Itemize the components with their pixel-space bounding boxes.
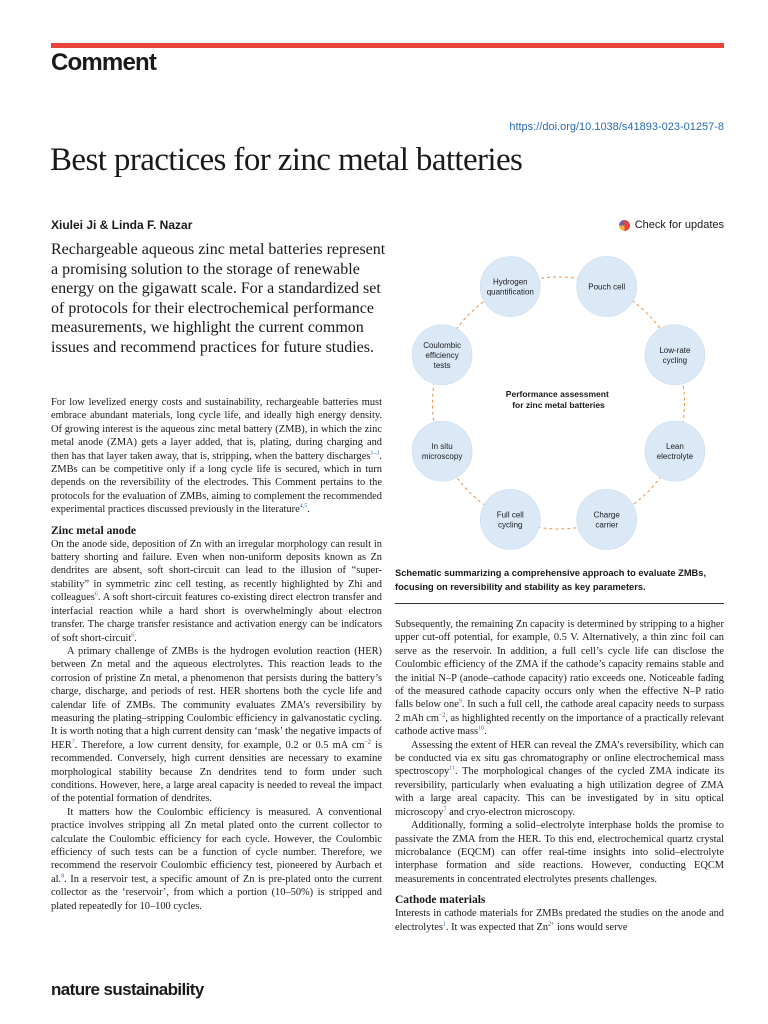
authors: Xiulei Ji & Linda F. Nazar <box>51 218 193 232</box>
journal-name: nature sustainability <box>51 980 204 999</box>
diagram-node <box>645 421 705 481</box>
diagram-node-label: Hydrogen quantification <box>486 277 534 297</box>
citation[interactable]: 1 <box>442 921 446 928</box>
diagram-node <box>645 325 705 385</box>
diagram-node <box>577 489 637 549</box>
diagram-node <box>480 257 540 317</box>
section-label: Comment <box>51 49 157 76</box>
diagram-center-label: Performance assessment for zinc metal batteries <box>505 389 609 410</box>
paragraph: Subsequently, the remaining Zn capacity is determined by stripping to a higher upper cut-off potential, for example, 0.5 V. Alternatively, a thin zinc foil can serve as the reservoir. In addition, a full cell’s cycle life can disclose the Coulombic efficiency of the ZMA if the cathode’s capacity remains stable and the initial N–P (anode–cathode capacity) ratio exceeds one. Noticeable fading of the measured cathode capacity occurs only when the effective N–P ratio falls below one$^9$. In such a full cell, the cathode areal capacity needs to surpass 2 mAh $cm^{-2}$, as highlighted recently on the importance of a practically relevant cathode active mass$^{10}$. <box>395 619 724 738</box>
citation[interactable]: 6 <box>94 591 98 598</box>
diagram-node-label: Charge carrier <box>593 510 620 530</box>
check-updates-icon <box>619 220 630 231</box>
diagram-node-label: Coulombic efficiency tests <box>423 340 461 370</box>
citation[interactable]: 8 <box>61 873 65 880</box>
unit-exponent: −2 <box>438 712 446 719</box>
paragraph: Assessing the extent of HER can reveal the ZMA’s reversibility, which can be conducted via ex situ gas chromatography or online electrochemical mass spectroscopy$^{11}$. The morphological changes of the cycled ZMA indicate its reversibility, particularly when evaluating a high utilization degree of ZMA with a large areal capacity. This can be investigated by in situ optical microscopy$^7$ and cryo-electron microscopy. <box>395 739 724 818</box>
diagram-node <box>412 325 472 385</box>
diagram-node-label: In situ microscopy <box>421 442 463 462</box>
paragraph: Additionally, forming a solid–electrolyte interphase holds the promise to passivate the ZMA from the HER. To this end, electrochemical quartz crystal microbalance (EQCM) can offer real-time insights into solid–electrolyte interphase formation and side reactions. However, conducting EQCM measurements in concentrated electrolytes presents challenges. <box>395 820 724 885</box>
diagram-node-label: Pouch cell <box>588 282 626 292</box>
citation[interactable]: 7 <box>71 739 75 746</box>
paragraph: Interests in cathode materials for ZMBs predated the studies on the anode and electrolytes$^1$. It was expected that $Zn^{2+}$ ions would serve <box>395 908 724 933</box>
check-updates-button[interactable] <box>619 219 724 231</box>
diagram-node <box>577 257 637 317</box>
diagram-node <box>480 489 540 549</box>
top-accent-bar <box>51 43 724 48</box>
figure-caption: Schematic summarizing a comprehensive approach to evaluate ZMBs, focusing on reversibility and stability as key parameters. <box>395 568 707 592</box>
unit-exponent: −2 <box>364 739 371 746</box>
section-heading: Zinc metal anode <box>51 524 136 537</box>
citation[interactable]: 10 <box>478 725 485 732</box>
check-updates-label: Check for updates <box>634 219 724 231</box>
citation[interactable]: 11 <box>449 766 456 772</box>
paragraph: A primary challenge of ZMBs is the hydrogen evolution reaction (HER) between Zn metal and the aqueous electrolytes. This reaction leads to the corrosion of pristine Zn metal, a phenomenon that persists during the battery’s charge, discharge, and periods of rest. HER shortens both the cycle life and calendar life of ZMBs. The community evaluates ZMA’s reversibility by measuring the plating–stripping Coulombic efficiency in galvanostatic cycling. It is worth noting that a high current density can ‘mask’ the negative impacts of HER$^7$. Therefore, a low current density, for example, 0.2 or 0.5 mA $cm^{-2}$ is recommended. Conversely, high current densities are necessary to examine morphological stability because Zn dendrites tend to form under such conditions. However, here, a large areal capacity is needed to reveal the impact of the potential formation of dendrites. <box>51 645 382 805</box>
citation[interactable]: 4,5 <box>299 503 308 510</box>
performance-assessment-diagram <box>393 238 724 558</box>
diagram-node <box>412 421 472 481</box>
section-heading: Cathode materials <box>395 894 486 907</box>
citation[interactable]: 7 <box>443 806 447 813</box>
diagram-node-label: Lean electrolyte <box>656 442 694 462</box>
paragraph: For low levelized energy costs and sustainability, rechargeable batteries must embrace abundant materials, long cycle life, and ideally high energy density. Of growing interest is the aqueous zinc metal battery (ZMB), in which the zinc metal anode (ZMA) gets a layer added, that is, plating, during charging and then has that layer taken away, that is, stripping, when the battery discharges$^{1-3}$. ZMBs can be competitive only if a long cycle life is secured, which in turn depends on the reversibility of the electrodes. This Comment pertains to the protocols for the evaluation of ZMBs, aiming to complement the recommended experimental practices discussed previously in the literature$^{4,5}$. <box>51 397 382 516</box>
standfirst: Rechargeable aqueous zinc metal batteries represent a promising solution to the storage of renewable energy on the gigawatt scale. For a standardized set of protocols for their electrochemical performance measurements, we highlight the current common issues and recommend practices for future studies. <box>51 241 386 356</box>
caption-divider <box>395 603 724 604</box>
citation[interactable]: 6 <box>131 632 135 639</box>
citation[interactable]: 9 <box>458 698 462 705</box>
citation[interactable]: 1–3 <box>370 450 380 457</box>
doi-link[interactable]: https://doi.org/10.1038/s41893-023-01257-8 <box>509 121 724 133</box>
article-title: Best practices for zinc metal batteries <box>50 142 523 178</box>
diagram-node-label: Full cell cycling <box>496 510 524 530</box>
paragraph: On the anode side, deposition of Zn with an irregular morphology can result in battery shorting and failure. Even when non-uniform deposits known as Zn dendrites are absent, soft short-circuit can lead to the illusion of “super-stability” in symmetric zinc cell testing, as recently highlighted by Zhi and colleagues$^6$. A soft short-circuit features co-existing direct electron transfer and interfacial reaction while a hard short is overwhelmingly about electron transfer. The charge transfer resistance and activation energy can be indicators of soft short-circuit$^6$. <box>51 538 382 644</box>
right-column <box>395 618 724 934</box>
diagram-node-label: Low-rate cycling <box>659 345 691 365</box>
left-column <box>51 396 382 913</box>
unit-exponent: 2+ <box>548 921 555 928</box>
paragraph: It matters how the Coulombic efficiency is measured. A conventional practice involves stripping all Zn metal plated onto the current collector to calculate the Coulombic efficiency for each cycle. However, the Coulombic efficiency of such tests can be a function of cycle number. Therefore, we recommend the reservoir Coulombic efficiency test, pioneered by Aurbach et al.$^8$. In a reservoir test, a specific amount of Zn is pre-plated onto the current collector as the ‘reservoir’, from which a portion (10–50%) is stripped and plated repeatedly for 10–100 cycles. <box>51 806 382 912</box>
